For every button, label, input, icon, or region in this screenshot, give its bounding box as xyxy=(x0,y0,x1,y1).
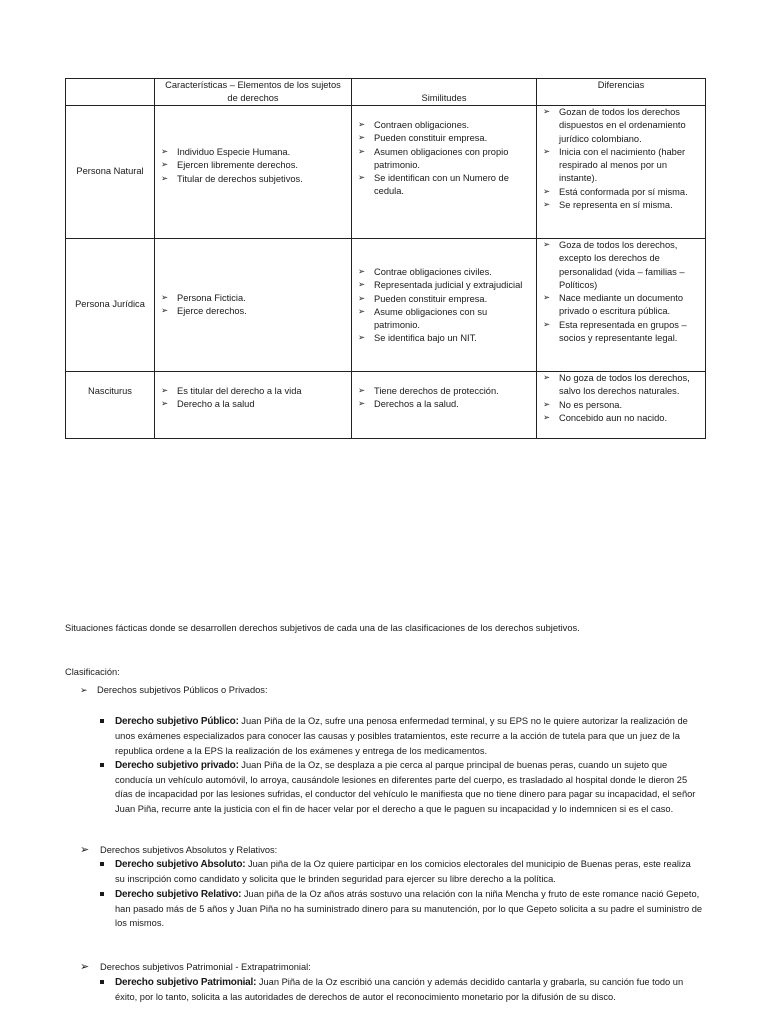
list-item: ➢ Inicia con el nacimiento (haber respirado al menos por un instante). xyxy=(541,146,702,186)
list-item: ➢ Contraen obligaciones. xyxy=(356,119,533,132)
list-item: ➢ Goza de todos los derechos, excepto los derechos de personalidad (vida – familias – Políticos) xyxy=(541,239,702,292)
list-item: Derecho subjetivo privado: Juan Piña de la Oz, se desplaza a pie cerca al parque principal de buenas peras, cuando un sujeto que conducía un vehículo automóvil, lo arroya, causándole lesiones en diferentes parte del cuerpo, es trasladado al hospital donde le dieron 25 días de incapacidad por las lesiones sufridas, el conductor del vehículo le manifiesta que no tiene dinero para pagar su incapacidad, el señor Juan Piña, recurre ante la justicia con el fin de hacer velar por el derecho a que le paguen su incapacidad y lo indemnicen si es el caso. xyxy=(99,758,703,816)
similitudes-cell xyxy=(352,106,537,239)
list-item: ➢ Concebido aun no nacido. xyxy=(541,412,702,425)
list-item: ➢ Nace mediante un documento privado o escritura pública. xyxy=(541,292,702,319)
section-title: ➢ Derechos subjetivos Públicos o Privados: xyxy=(80,685,268,696)
list-item: Derecho subjetivo Público: Juan Piña de la Oz, sufre una penosa enfermedad terminal, y su EPS no le quiere autorizar la realización de unos exámenes especializados para conocer las causas y posibles tratamientos, este recurre a la acción de tutela para que un juez de la republica ordene a la EPS la realización de los exámenes y entrega de los medicamentos. xyxy=(99,714,703,758)
list-item: ➢ Se identifica bajo un NIT. xyxy=(356,332,533,345)
arrow-bullet-icon: ➢ xyxy=(80,843,90,856)
list-item: ➢ Contrae obligaciones civiles. xyxy=(356,266,533,279)
clasificacion-label: Clasificación: xyxy=(65,667,120,677)
section-title: ➢ Derechos subjetivos Patrimonial - Extrapatrimonial: xyxy=(80,960,311,973)
table-row xyxy=(66,372,706,439)
section-absolutos-relativos xyxy=(80,843,700,856)
list-item: ➢ Representada judicial y extrajudicial xyxy=(356,279,533,292)
list-item: ➢ Asumen obligaciones con propio patrimonio. xyxy=(356,146,533,173)
header-empty xyxy=(66,79,155,106)
header-caracteristicas: Características – Elementos de los sujetos de derechos xyxy=(155,79,352,106)
table-header-row xyxy=(66,79,706,106)
header-diferencias: Diferencias xyxy=(537,79,706,106)
section-items-absolutos-relativos xyxy=(99,857,703,930)
list-item: ➢ Derechos a la salud. xyxy=(356,398,533,411)
list-item: ➢ Tiene derechos de protección. xyxy=(356,385,533,398)
list-item: ➢ Derecho a la salud xyxy=(159,398,348,411)
similitudes-cell xyxy=(352,239,537,372)
list-item: ➢ Asume obligaciones con su patrimonio. xyxy=(356,306,533,333)
list-item: ➢ Se identifican con un Numero de cedula. xyxy=(356,172,533,199)
list-item: ➢ Titular de derechos subjetivos. xyxy=(159,173,348,186)
comparison-table xyxy=(65,78,706,439)
list-item: Derecho subjetivo Patrimonial: Juan Piña de la Oz escribió una canción y además decidido cantarla y grabarla, su canción fue todo un éxito, por lo tanto, solicita a las autoridades de derechos de autor el reconocimiento monetario por la difusión de su disco. xyxy=(99,975,703,1005)
list-item: Derecho subjetivo Relativo: Juan piña de la Oz años atrás sostuvo una relación con la niña Mencha y fruto de este romance nació Gepeto, han pasado más de 5 años y Juan Piña no ha suministrado dinero para su manutención, por lo que Gepeto solicita a su padre el suministro de los mismos. xyxy=(99,887,703,931)
arrow-bullet-icon: ➢ xyxy=(80,960,90,973)
caracteristicas-cell xyxy=(155,106,352,239)
arrow-bullet-icon: ➢ xyxy=(80,686,88,696)
list-item: ➢ Gozan de todos los derechos dispuestos en el ordenamiento jurídico colombiano. xyxy=(541,106,702,146)
section-publicos-privados xyxy=(80,685,700,696)
list-item: ➢ Ejerce derechos. xyxy=(159,305,348,318)
list-item: Derecho subjetivo Absoluto: Juan piña de la Oz quiere participar en los comicios electorales del municipio de Buenas peras, este realiza su inscripción como candidato y solicita que le brinden seguridad para ejercer su libre derecho a la política. xyxy=(99,857,703,887)
section-title: ➢ Derechos subjetivos Absolutos y Relativos: xyxy=(80,843,278,856)
list-item: ➢ Pueden constituir empresa. xyxy=(356,132,533,145)
list-item: ➢ No es persona. xyxy=(541,399,702,412)
diferencias-cell xyxy=(537,372,706,439)
list-item: ➢ Individuo Especie Humana. xyxy=(159,146,348,159)
list-item: ➢ Esta representada en grupos – socios y representante legal. xyxy=(541,319,702,346)
section-items-publicos-privados xyxy=(99,714,703,816)
header-similitudes: Similitudes xyxy=(352,79,537,106)
section-items-patrimonial xyxy=(99,975,703,1005)
similitudes-cell xyxy=(352,372,537,439)
caracteristicas-cell xyxy=(155,239,352,372)
row-label: Persona Jurídica xyxy=(66,239,155,372)
list-item: ➢ Ejercen libremente derechos. xyxy=(159,159,348,172)
list-item: ➢ Persona Ficticia. xyxy=(159,292,348,305)
diferencias-cell xyxy=(537,239,706,372)
table-row xyxy=(66,106,706,239)
section-patrimonial xyxy=(80,960,700,973)
caracteristicas-cell xyxy=(155,372,352,439)
list-item: ➢ Pueden constituir empresa. xyxy=(356,293,533,306)
intro-paragraph: Situaciones fácticas donde se desarrollen derechos subjetivos de cada una de las clasificaciones de los derechos subjetivos. xyxy=(65,623,580,633)
row-label: Persona Natural xyxy=(66,106,155,239)
row-label: Nasciturus xyxy=(66,372,155,439)
list-item: ➢ Se representa en sí misma. xyxy=(541,199,702,212)
list-item: ➢ Es titular del derecho a la vida xyxy=(159,385,348,398)
list-item: ➢ Está conformada por sí misma. xyxy=(541,186,702,199)
table-row xyxy=(66,239,706,372)
list-item: ➢ No goza de todos los derechos, salvo los derechos naturales. xyxy=(541,372,702,399)
diferencias-cell xyxy=(537,106,706,239)
